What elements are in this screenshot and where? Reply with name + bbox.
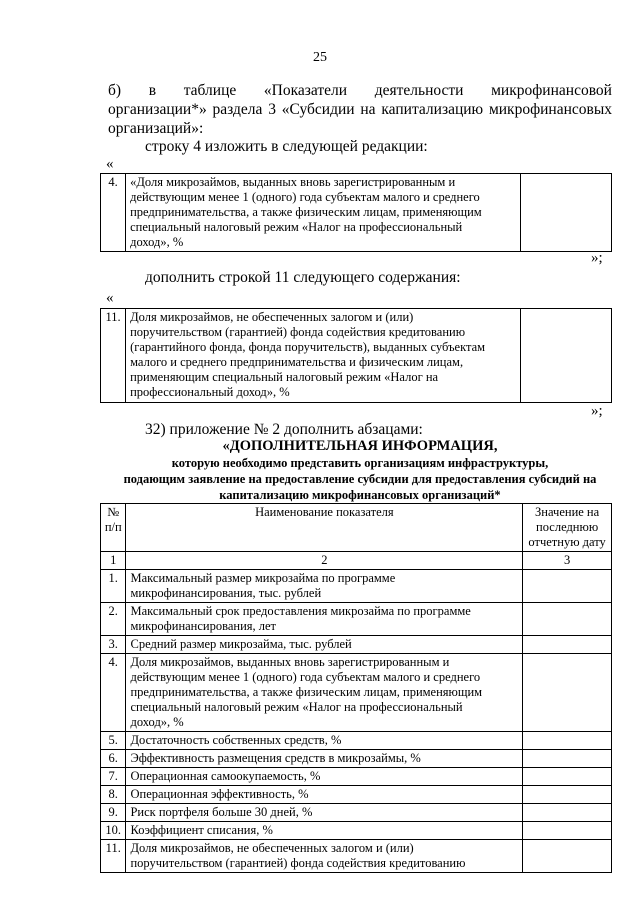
table-row (101, 750, 612, 768)
table-row (101, 636, 612, 654)
table-row (101, 654, 612, 732)
info-heading-line: подающим заявление на предоставление субсидии для предоставления субсидий на (123, 472, 597, 486)
para-b-line1 (108, 82, 612, 100)
table-row (101, 840, 612, 873)
table-row (101, 603, 612, 636)
para-b-word: в (148, 82, 157, 99)
info-table (100, 503, 612, 873)
header-text: отчетную дату (528, 535, 606, 549)
para-b-line3: организаций»: (108, 120, 204, 137)
para-b-word: таблице (183, 82, 237, 99)
row-num: 9. (101, 804, 126, 822)
table-row (101, 822, 612, 840)
close-quote: »; (591, 403, 603, 419)
info-table-header (101, 504, 612, 552)
row-text (126, 603, 523, 636)
row4-table (100, 173, 612, 252)
header-value (523, 504, 612, 552)
para-b-word: б) (108, 82, 122, 99)
row-text-line: (гарантийного фонда, фонда поручительств), выданных субъектам (130, 340, 486, 354)
row-value (520, 309, 611, 403)
info-heading-line: которую необходимо представить организациям инфраструктуры, (171, 456, 549, 470)
row-text-line: «Доля микрозаймов, выданных вновь зарегистрированным и (130, 175, 456, 189)
row-num: 11. (101, 309, 126, 403)
row-value (523, 804, 612, 822)
row-text (126, 786, 523, 804)
info-table-index-row (101, 552, 612, 570)
row-num: 8. (101, 786, 126, 804)
table-row (101, 804, 612, 822)
row-text (126, 636, 523, 654)
row-text-line: специальный налоговый режим «Налог на профессиональный (130, 220, 463, 234)
page-number: 25 (313, 50, 327, 65)
row-num: 5. (101, 732, 126, 750)
row-text-line: Эффективность размещения средств в микрозаймы, % (130, 751, 421, 765)
row-text-line: поручительством (гарантией) фонда содействия кредитованию (130, 856, 466, 870)
row-text-line: Коэффициент списания, % (130, 823, 273, 837)
row-text-line: предпринимательства, а также физическим лицам, применяющим (130, 685, 483, 699)
table-row (101, 786, 612, 804)
row-text (126, 570, 523, 603)
item-32: 32) приложение № 2 дополнить абзацами: (145, 421, 423, 438)
row-text (126, 822, 523, 840)
row-value (523, 732, 612, 750)
table-row (101, 174, 612, 252)
header-text: № (107, 505, 120, 519)
row-text (126, 804, 523, 822)
table-row (101, 768, 612, 786)
row-num: 3. (101, 636, 126, 654)
table-row (101, 570, 612, 603)
row-text (126, 732, 523, 750)
row-num: 2. (101, 603, 126, 636)
open-quote: « (106, 156, 114, 172)
row-text-line: Доля микрозаймов, не обеспеченных залогом и (или) (130, 841, 414, 855)
header-text: п/п (104, 520, 122, 534)
row-num: 11. (101, 840, 126, 873)
row-num: 4. (101, 174, 126, 252)
row-text (126, 750, 523, 768)
row11-instruction: дополнить строкой 11 следующего содержания: (145, 269, 461, 286)
row4-instruction: строку 4 изложить в следующей редакции: (145, 138, 428, 155)
row-num: 1. (101, 570, 126, 603)
row-text-line: Максимальный срок предоставления микрозайма по программе (130, 604, 471, 618)
row-num: 10. (101, 822, 126, 840)
row-text-line: доход», % (130, 235, 184, 249)
row-text (126, 768, 523, 786)
row11-table (100, 308, 612, 403)
row-text-line: Максимальный размер микрозайма по программе (130, 571, 396, 585)
row-value (523, 654, 612, 732)
row-text-line: малого и среднего предпринимательства и физическим лицам, (130, 355, 464, 369)
row-value (523, 570, 612, 603)
open-quote: « (106, 290, 114, 306)
row-text-line: доход», % (130, 715, 184, 729)
row-value (523, 636, 612, 654)
info-heading-title: «ДОПОЛНИТЕЛЬНАЯ ИНФОРМАЦИЯ, (222, 438, 498, 454)
row-value (523, 768, 612, 786)
index-cell: 3 (523, 552, 612, 570)
row-text-line: микрофинансирования, лет (130, 619, 277, 633)
table-row (101, 732, 612, 750)
row-value (523, 786, 612, 804)
header-num (101, 504, 126, 552)
row-value (523, 603, 612, 636)
header-name: Наименование показателя (126, 504, 523, 552)
para-b-line2: организации*» раздела 3 «Субсидии на капитализацию микрофинансовых (108, 101, 612, 118)
row-value (523, 822, 612, 840)
row-text-line: Средний размер микрозайма, тыс. рублей (130, 637, 352, 651)
close-quote: »; (591, 250, 603, 266)
index-cell: 2 (126, 552, 523, 570)
row-text-line: Доля микрозаймов, выданных вновь зарегистрированным и (130, 655, 450, 669)
para-b-word: «Показатели (263, 82, 348, 99)
row-text-line: действующим менее 1 (одного) года субъектам малого и среднего (130, 190, 480, 204)
info-heading-line: капитализацию микрофинансовых организаций* (219, 488, 501, 502)
row-text-line: применяющим специальный налоговый режим «Налог на (130, 370, 439, 384)
row-text (126, 174, 521, 252)
row-num: 7. (101, 768, 126, 786)
row-text-line: Достаточность собственных средств, % (130, 733, 342, 747)
row-text (126, 654, 523, 732)
row-text-line: Операционная самоокупаемость, % (130, 769, 321, 783)
para-b-word: микрофинансовой (491, 82, 612, 99)
row-text (126, 840, 523, 873)
row-text-line: специальный налоговый режим «Налог на профессиональный (130, 700, 463, 714)
header-text: Значение на (535, 505, 600, 519)
table-row (101, 309, 612, 403)
para-b-word: деятельности (374, 82, 464, 99)
row-value (520, 174, 611, 252)
row-text (126, 309, 521, 403)
header-text: последнюю (536, 520, 599, 534)
row-value (523, 840, 612, 873)
row-text-line: Риск портфеля больше 30 дней, % (130, 805, 313, 819)
row-text-line: поручительством (гарантией) фонда содействия кредитованию (130, 325, 466, 339)
row-text-line: микрофинансирования, тыс. рублей (130, 586, 322, 600)
info-table-body (101, 570, 612, 873)
row-value (523, 750, 612, 768)
row-text-line: предпринимательства, а также физическим лицам, применяющим (130, 205, 482, 219)
row-num: 4. (101, 654, 126, 732)
row-num: 6. (101, 750, 126, 768)
row-text-line: Операционная эффективность, % (130, 787, 309, 801)
row-text-line: Доля микрозаймов, не обеспеченных залогом и (или) (130, 310, 414, 324)
row-text-line: профессиональный доход», % (130, 385, 290, 399)
row-text-line: действующим менее 1 (одного) года субъектам малого и среднего (130, 670, 481, 684)
index-cell: 1 (101, 552, 126, 570)
